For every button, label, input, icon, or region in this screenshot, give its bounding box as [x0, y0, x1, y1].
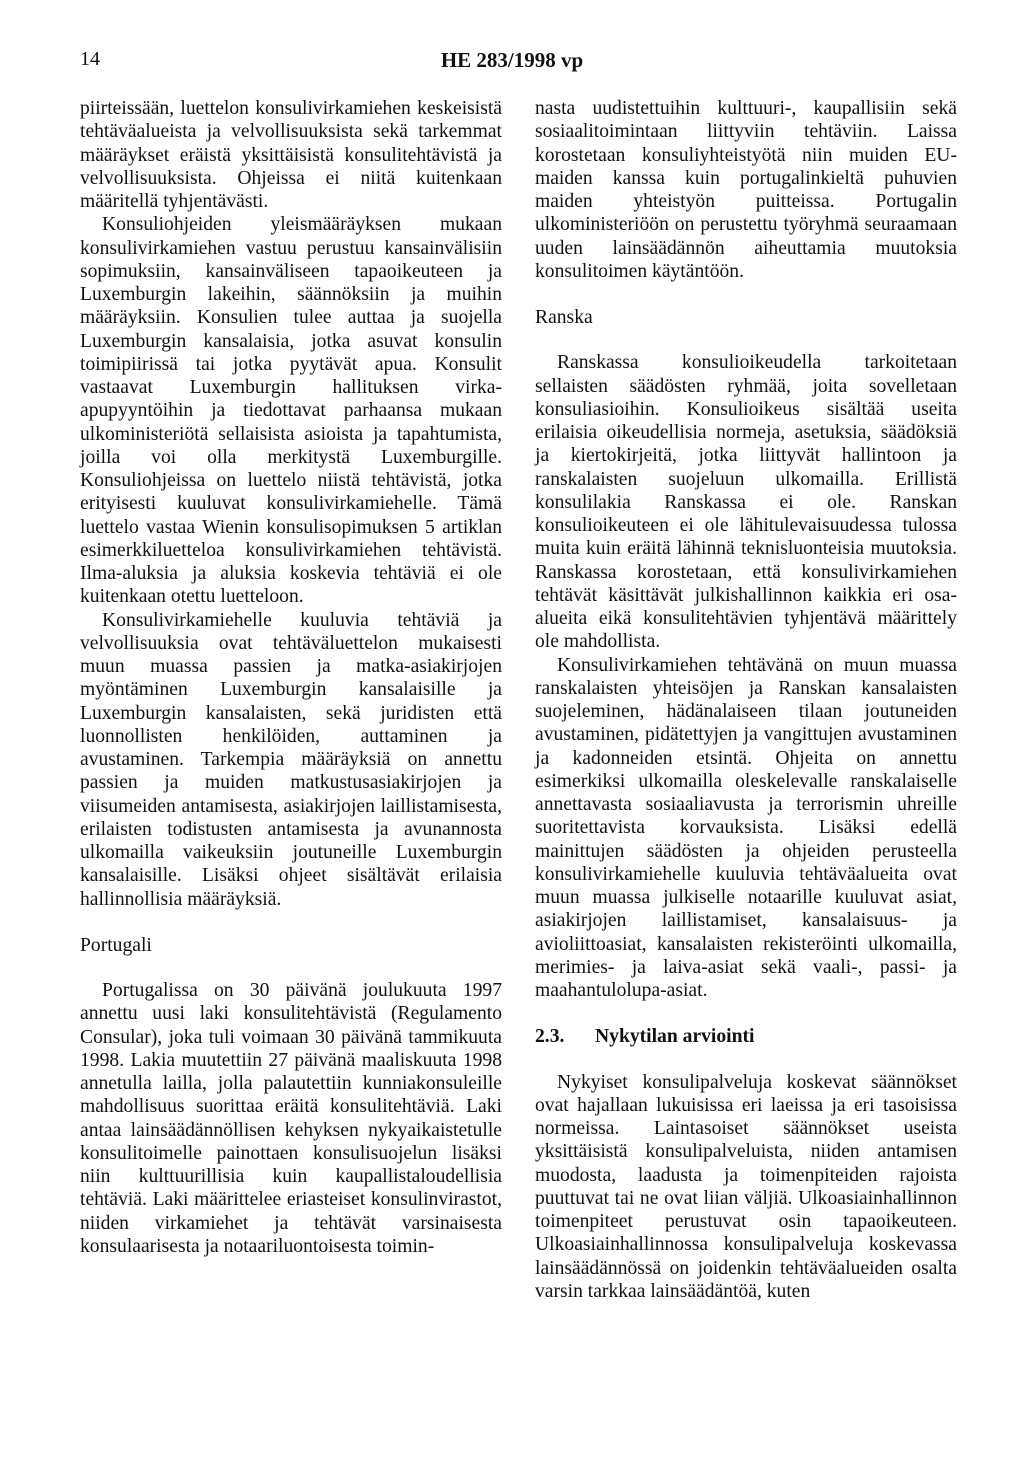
- right-column: [535, 97, 957, 1303]
- paragraph: piirteissään, luettelon konsulivirkamiehen keskeisistä tehtäväalueista ja velvollisuuksista sekä tarkemmat määräykset eräistä yksittäisistä konsulitehtävistä ja velvollisuuksista. Ohjeissa ei niitä kuitenkaan määritellä tyhjentävästi.: [80, 98, 502, 212]
- paragraph: Portugalissa on 30 päivänä joulukuuta 1997 annettu uusi laki konsulitehtävistä (Regulamento Consular), joka tuli voimaan 30 päivänä tammikuuta 1998. Lakia muutettiin 27 päivänä maaliskuuta 1998 annetulla lailla, jolla palautettiin kunniakonsuleille mahdollisuus suorittaa eräitä konsulitehtäviä. Laki antaa lainsäädännöllisen kehyksen nykyaikaistetulle konsulitoimelle painottaen konsulisuojelun lisäksi niin kulttuurillisia kuin kaupallistaloudellisia tehtäviä. Laki määrittelee eriasteiset konsulinvirastot, niiden virkamiehet ja tehtävät varsinaisesta konsulaarisesta ja notaariluontoisesta toimin-: [80, 980, 502, 1257]
- paragraph: Konsulivirkamiehelle kuuluvia tehtäviä ja velvollisuuksia ovat tehtäväluettelon mukaisesti muun muassa passien ja matka-asiakirjojen myöntäminen Luxemburgin kansalaisille ja Luxemburgin kansalaisten, sekä juridisten että luonnollisten henkilöiden, auttaminen ja avustaminen. Tarkempia määräyksiä on annettu passien ja muiden matkustusasiakirjojen ja viisumeiden antamisesta, asiakirjojen laillistamisesta, erilaisten todistusten antamisesta ja avunannosta ulkomailla vaikeuksiin joutuneille Luxemburgin kansalaisille. Lisäksi ohjeet sisältävät erilaisia hallinnollisia määräyksiä.: [80, 609, 502, 910]
- paragraph: Ranskassa konsulioikeudella tarkoitetaan sellaisten säädösten ryhmää, joita sovelletaan konsuliasioihin. Konsulioikeus sisältää useita erilaisia oikeudellisia normeja, asetuksia, säädöksiä ja kiertokirjeitä, jotka liittyvät hallintoon ja ranskalaisten suojeluun ulkomailla. Erillistä konsulilakia Ranskassa ei ole. Ranskan konsulioikeuteen ei ole lähitulevaisuudessa tulossa muita kuin eräitä lähinnä teknisluonteisia muutoksia. Ranskassa korostetaan, että konsulivirkamiehen tehtävät käsittävät julkishallinnon kaikkia eri osa-alueita eikä konsulitehtävien tyhjentävä määrittely ole mahdollista.: [535, 352, 957, 653]
- section-heading-2-3: [535, 1025, 957, 1048]
- document-id: HE 283/1998 vp: [440, 48, 584, 72]
- paragraph: Konsuliohjeiden yleismääräyksen mukaan konsulivirkamiehen vastuu perustuu kansainvälisiin sopimuksiin, kansainväliseen tapaoikeuteen ja Luxemburgin lakeihin, säännöksiin ja muihin määräyksiin. Konsulien tulee auttaa ja suojella Luxemburgin kansalaisia, jotka asuvat konsulin toimipiirissä tai jotka pyytävät apua. Konsulit vastaavat Luxemburgin hallituksen virka-apupyyntöihin ja tiedottavat parhaansa mukaan ulkoministeriötä sellaisista asioista ja tapahtumista, joilla voi olla merkitystä Luxemburgille. Konsuliohjeissa on luettelo niistä tehtävistä, jotka erityisesti kuuluvat konsulivirkamiehelle. Tämä luettelo vastaa Wienin konsulisopimuksen 5 artiklan esimerkkiluetteloa konsulivirkamiehen tehtävistä. Ilma-aluksia ja aluksia koskevia tehtäviä ei ole kuitenkaan otettu luetteloon.: [80, 214, 502, 608]
- section-heading-portugal: Portugali: [80, 934, 152, 956]
- section-heading-france: Ranska: [535, 307, 593, 328]
- paragraph: Konsulivirkamiehen tehtävänä on muun muassa ranskalaisten yhteisöjen ja Ranskan kansalaisten suojeleminen, hädänalaiseen tilaan joutuneiden avustaminen, pidätettyjen ja vangittujen avustaminen ja kadonneiden etsintä. Ohjeita on annettu esimerkiksi ulkomailla oleskelevalle ranskalaiselle annettavasta sosiaaliavusta ja terrorismin uhreille suoritettavista korvauksista. Lisäksi edellä mainittujen säädösten ja ohjeiden perusteella konsulivirkamiehelle kuuluvia tehtäväalueita ovat muun muassa julkiselle notaarille kuuluvat asiat, asiakirjojen laillistamiset, kansalaisuus- ja avioliittoasiat, kansalaisten rekisteröinti ulkomailla, merimies- ja laiva-asiat sekä vaali-, passi- ja maahantulolupa-asiat.: [535, 654, 957, 1001]
- paragraph: nasta uudistettuihin kulttuuri-, kaupallisiin sekä sosiaalitoimintaan liittyviin tehtäviin. Laissa korostetaan konsuliyhteistyötä niin muiden EU-maiden kanssa kuin portugalinkieltä puhuvien maiden yhteistyön puitteissa. Portugalin ulkoministeriöön on perustettu työryhmä seuraamaan uuden lainsäädännön aiheuttamia muutoksia konsulitoimen käytäntöön.: [535, 98, 957, 282]
- left-column: [80, 97, 502, 1258]
- section-title: Nykytilan arviointi: [595, 1026, 755, 1048]
- section-number: 2.3.: [535, 1026, 565, 1048]
- paragraph: Nykyiset konsulipalveluja koskevat säännökset ovat hajallaan lukuisissa eri laeissa ja eri tasoisissa normeissa. Laintasoiset säännökset useista yksittäisistä konsulipalveluista, niiden antamisen muodosta, laadusta ja toimenpiteiden rajoista puuttuvat tai ne ovat liian väljiä. Ulkoasiainhallinnon toimenpiteet perustuvat osin tapaoikeuteen. Ulkoasiainhallinnossa konsulipalveluja koskevassa lainsäädännössä on joidenkin tehtäväalueiden osalta varsin tarkkaa lainsäädäntöä, kuten: [535, 1071, 957, 1302]
- page-number: 14: [80, 48, 100, 70]
